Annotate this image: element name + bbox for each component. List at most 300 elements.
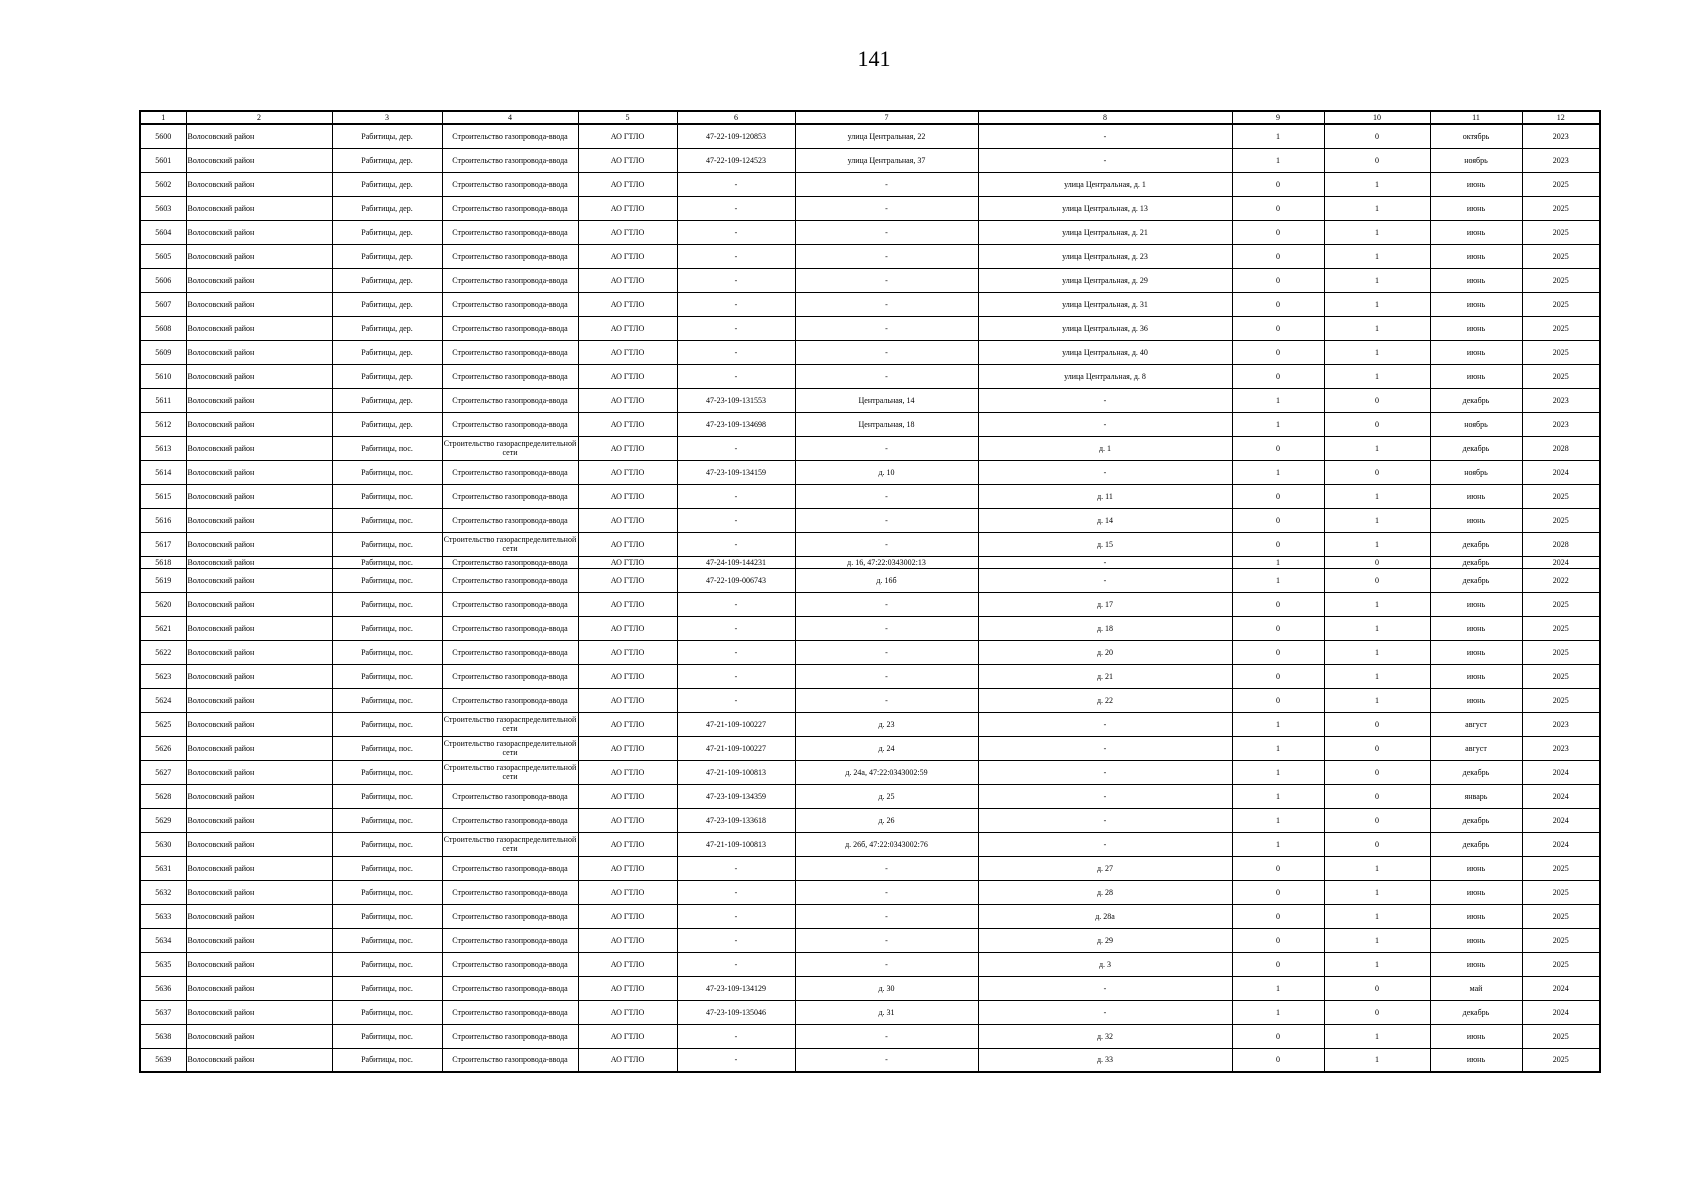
column-header: 9: [1232, 111, 1324, 124]
month-cell: декабрь: [1430, 832, 1522, 856]
row-number-cell: 5631: [140, 856, 186, 880]
month-cell: июнь: [1430, 928, 1522, 952]
year-cell: 2025: [1522, 172, 1600, 196]
district-cell: Волосовский район: [186, 364, 332, 388]
address-cell-7: д. 26: [795, 808, 978, 832]
address-cell-7: -: [795, 928, 978, 952]
column-9-cell: 1: [1232, 148, 1324, 172]
month-cell: июнь: [1430, 1024, 1522, 1048]
table-row: [140, 688, 1600, 712]
year-cell: 2025: [1522, 664, 1600, 688]
year-cell: 2025: [1522, 316, 1600, 340]
row-number-cell: 5632: [140, 880, 186, 904]
month-cell: июнь: [1430, 196, 1522, 220]
column-10-cell: 0: [1324, 1000, 1430, 1024]
year-cell: 2025: [1522, 508, 1600, 532]
district-cell: Волосовский район: [186, 1024, 332, 1048]
district-cell: Волосовский район: [186, 244, 332, 268]
application-number-cell: 47-23-109-131553: [677, 388, 795, 412]
column-10-cell: 1: [1324, 196, 1430, 220]
table-row: [140, 292, 1600, 316]
settlement-cell: Рабитицы, пос.: [332, 1024, 442, 1048]
column-header: 1: [140, 111, 186, 124]
table-row: [140, 616, 1600, 640]
column-10-cell: 0: [1324, 148, 1430, 172]
year-cell: 2024: [1522, 556, 1600, 568]
year-cell: 2023: [1522, 148, 1600, 172]
address-cell-8: д. 28а: [978, 904, 1232, 928]
year-cell: 2025: [1522, 688, 1600, 712]
owner-cell: АО ГТЛО: [578, 928, 677, 952]
district-cell: Волосовский район: [186, 484, 332, 508]
district-cell: Волосовский район: [186, 928, 332, 952]
column-header: 12: [1522, 111, 1600, 124]
page-number: 141: [857, 46, 891, 71]
row-number-cell: 5637: [140, 1000, 186, 1024]
settlement-cell: Рабитицы, пос.: [332, 688, 442, 712]
application-number-cell: -: [677, 292, 795, 316]
address-cell-7: -: [795, 640, 978, 664]
work-type-cell: Строительство газораспределительной сети: [442, 532, 578, 556]
row-number-cell: 5610: [140, 364, 186, 388]
year-cell: 2025: [1522, 340, 1600, 364]
address-cell-8: -: [978, 412, 1232, 436]
year-cell: 2023: [1522, 736, 1600, 760]
application-number-cell: -: [677, 640, 795, 664]
month-cell: июнь: [1430, 904, 1522, 928]
row-number-cell: 5639: [140, 1048, 186, 1072]
row-number-cell: 5627: [140, 760, 186, 784]
address-cell-7: -: [795, 172, 978, 196]
district-cell: Волосовский район: [186, 508, 332, 532]
row-number-cell: 5636: [140, 976, 186, 1000]
row-number-cell: 5620: [140, 592, 186, 616]
settlement-cell: Рабитицы, пос.: [332, 808, 442, 832]
work-type-cell: Строительство газопровода-ввода: [442, 124, 578, 148]
address-cell-7: -: [795, 688, 978, 712]
address-cell-8: д. 21: [978, 664, 1232, 688]
work-type-cell: Строительство газопровода-ввода: [442, 1024, 578, 1048]
table-row: [140, 976, 1600, 1000]
column-10-cell: 1: [1324, 532, 1430, 556]
column-10-cell: 0: [1324, 712, 1430, 736]
owner-cell: АО ГТЛО: [578, 436, 677, 460]
address-cell-8: д. 17: [978, 592, 1232, 616]
application-number-cell: -: [677, 244, 795, 268]
address-cell-7: д. 26б, 47:22:0343002:76: [795, 832, 978, 856]
column-10-cell: 1: [1324, 340, 1430, 364]
district-cell: Волосовский район: [186, 268, 332, 292]
address-cell-8: -: [978, 568, 1232, 592]
settlement-cell: Рабитицы, пос.: [332, 736, 442, 760]
column-header: 4: [442, 111, 578, 124]
address-cell-8: -: [978, 808, 1232, 832]
table-row: [140, 928, 1600, 952]
table-row: [140, 784, 1600, 808]
column-10-cell: 1: [1324, 664, 1430, 688]
address-cell-7: -: [795, 220, 978, 244]
owner-cell: АО ГТЛО: [578, 664, 677, 688]
application-number-cell: 47-21-109-100813: [677, 832, 795, 856]
column-10-cell: 0: [1324, 556, 1430, 568]
table-row: [140, 340, 1600, 364]
application-number-cell: -: [677, 316, 795, 340]
column-9-cell: 1: [1232, 712, 1324, 736]
settlement-cell: Рабитицы, дер.: [332, 412, 442, 436]
year-cell: 2025: [1522, 904, 1600, 928]
settlement-cell: Рабитицы, пос.: [332, 928, 442, 952]
owner-cell: АО ГТЛО: [578, 532, 677, 556]
column-9-cell: 0: [1232, 268, 1324, 292]
address-cell-8: д. 15: [978, 532, 1232, 556]
row-number-cell: 5609: [140, 340, 186, 364]
column-9-cell: 0: [1232, 1048, 1324, 1072]
month-cell: июнь: [1430, 340, 1522, 364]
year-cell: 2024: [1522, 784, 1600, 808]
row-number-cell: 5622: [140, 640, 186, 664]
application-number-cell: -: [677, 928, 795, 952]
owner-cell: АО ГТЛО: [578, 736, 677, 760]
owner-cell: АО ГТЛО: [578, 856, 677, 880]
district-cell: Волосовский район: [186, 640, 332, 664]
work-type-cell: Строительство газопровода-ввода: [442, 1048, 578, 1072]
table-row: [140, 640, 1600, 664]
address-cell-8: д. 32: [978, 1024, 1232, 1048]
address-cell-8: улица Центральная, д. 8: [978, 364, 1232, 388]
address-cell-7: д. 23: [795, 712, 978, 736]
address-cell-7: -: [795, 664, 978, 688]
month-cell: май: [1430, 976, 1522, 1000]
work-type-cell: Строительство газопровода-ввода: [442, 460, 578, 484]
owner-cell: АО ГТЛО: [578, 508, 677, 532]
work-type-cell: Строительство газопровода-ввода: [442, 688, 578, 712]
owner-cell: АО ГТЛО: [578, 196, 677, 220]
year-cell: 2025: [1522, 268, 1600, 292]
owner-cell: АО ГТЛО: [578, 904, 677, 928]
month-cell: январь: [1430, 784, 1522, 808]
registry-table: [139, 110, 1601, 1073]
application-number-cell: 47-23-109-134159: [677, 460, 795, 484]
month-cell: июнь: [1430, 268, 1522, 292]
column-10-cell: 1: [1324, 856, 1430, 880]
table-row: [140, 832, 1600, 856]
settlement-cell: Рабитицы, пос.: [332, 856, 442, 880]
application-number-cell: -: [677, 268, 795, 292]
address-cell-8: улица Центральная, д. 13: [978, 196, 1232, 220]
row-number-cell: 5615: [140, 484, 186, 508]
work-type-cell: Строительство газопровода-ввода: [442, 640, 578, 664]
year-cell: 2025: [1522, 616, 1600, 640]
district-cell: Волосовский район: [186, 976, 332, 1000]
column-header: 3: [332, 111, 442, 124]
district-cell: Волосовский район: [186, 148, 332, 172]
column-10-cell: 1: [1324, 268, 1430, 292]
settlement-cell: Рабитицы, пос.: [332, 880, 442, 904]
row-number-cell: 5612: [140, 412, 186, 436]
owner-cell: АО ГТЛО: [578, 712, 677, 736]
month-cell: июнь: [1430, 592, 1522, 616]
settlement-cell: Рабитицы, пос.: [332, 784, 442, 808]
work-type-cell: Строительство газопровода-ввода: [442, 172, 578, 196]
year-cell: 2024: [1522, 832, 1600, 856]
application-number-cell: -: [677, 532, 795, 556]
address-cell-7: улица Центральная, 22: [795, 124, 978, 148]
work-type-cell: Строительство газопровода-ввода: [442, 592, 578, 616]
month-cell: июнь: [1430, 484, 1522, 508]
district-cell: Волосовский район: [186, 904, 332, 928]
row-number-cell: 5601: [140, 148, 186, 172]
month-cell: июнь: [1430, 244, 1522, 268]
address-cell-8: -: [978, 736, 1232, 760]
application-number-cell: 47-23-109-134698: [677, 412, 795, 436]
address-cell-7: -: [795, 952, 978, 976]
owner-cell: АО ГТЛО: [578, 388, 677, 412]
column-9-cell: 0: [1232, 856, 1324, 880]
row-number-cell: 5629: [140, 808, 186, 832]
work-type-cell: Строительство газопровода-ввода: [442, 292, 578, 316]
column-10-cell: 1: [1324, 616, 1430, 640]
address-cell-8: д. 18: [978, 616, 1232, 640]
year-cell: 2023: [1522, 124, 1600, 148]
table-row: [140, 808, 1600, 832]
column-9-cell: 1: [1232, 124, 1324, 148]
column-number-row: [140, 111, 1600, 124]
column-9-cell: 0: [1232, 640, 1324, 664]
owner-cell: АО ГТЛО: [578, 640, 677, 664]
column-9-cell: 0: [1232, 616, 1324, 640]
column-9-cell: 1: [1232, 976, 1324, 1000]
column-10-cell: 1: [1324, 220, 1430, 244]
application-number-cell: -: [677, 220, 795, 244]
column-9-cell: 0: [1232, 688, 1324, 712]
column-9-cell: 0: [1232, 244, 1324, 268]
column-9-cell: 1: [1232, 412, 1324, 436]
column-header: 8: [978, 111, 1232, 124]
column-9-cell: 1: [1232, 784, 1324, 808]
table-row: [140, 532, 1600, 556]
column-9-cell: 1: [1232, 760, 1324, 784]
district-cell: Волосовский район: [186, 856, 332, 880]
application-number-cell: -: [677, 1048, 795, 1072]
owner-cell: АО ГТЛО: [578, 412, 677, 436]
column-10-cell: 0: [1324, 388, 1430, 412]
row-number-cell: 5614: [140, 460, 186, 484]
month-cell: июнь: [1430, 664, 1522, 688]
district-cell: Волосовский район: [186, 880, 332, 904]
column-header: 11: [1430, 111, 1522, 124]
row-number-cell: 5613: [140, 436, 186, 460]
application-number-cell: -: [677, 952, 795, 976]
address-cell-8: улица Центральная, д. 36: [978, 316, 1232, 340]
table-row: [140, 508, 1600, 532]
district-cell: Волосовский район: [186, 556, 332, 568]
year-cell: 2025: [1522, 592, 1600, 616]
work-type-cell: Строительство газопровода-ввода: [442, 856, 578, 880]
owner-cell: АО ГТЛО: [578, 976, 677, 1000]
table-row: [140, 196, 1600, 220]
address-cell-7: д. 25: [795, 784, 978, 808]
district-cell: Волосовский район: [186, 340, 332, 364]
column-10-cell: 0: [1324, 736, 1430, 760]
settlement-cell: Рабитицы, дер.: [332, 196, 442, 220]
column-10-cell: 1: [1324, 292, 1430, 316]
column-10-cell: 1: [1324, 640, 1430, 664]
column-9-cell: 0: [1232, 484, 1324, 508]
settlement-cell: Рабитицы, пос.: [332, 484, 442, 508]
column-10-cell: 0: [1324, 412, 1430, 436]
column-9-cell: 1: [1232, 556, 1324, 568]
year-cell: 2025: [1522, 484, 1600, 508]
row-number-cell: 5621: [140, 616, 186, 640]
district-cell: Волосовский район: [186, 736, 332, 760]
settlement-cell: Рабитицы, пос.: [332, 1048, 442, 1072]
table-row: [140, 316, 1600, 340]
district-cell: Волосовский район: [186, 316, 332, 340]
district-cell: Волосовский район: [186, 808, 332, 832]
work-type-cell: Строительство газопровода-ввода: [442, 976, 578, 1000]
address-cell-7: -: [795, 244, 978, 268]
year-cell: 2024: [1522, 976, 1600, 1000]
row-number-cell: 5635: [140, 952, 186, 976]
address-cell-7: -: [795, 436, 978, 460]
column-10-cell: 1: [1324, 172, 1430, 196]
address-cell-8: -: [978, 1000, 1232, 1024]
column-9-cell: 0: [1232, 220, 1324, 244]
settlement-cell: Рабитицы, пос.: [332, 460, 442, 484]
column-9-cell: 1: [1232, 736, 1324, 760]
year-cell: 2022: [1522, 568, 1600, 592]
year-cell: 2025: [1522, 244, 1600, 268]
column-header: 10: [1324, 111, 1430, 124]
column-9-cell: 1: [1232, 1000, 1324, 1024]
owner-cell: АО ГТЛО: [578, 1048, 677, 1072]
column-9-cell: 0: [1232, 436, 1324, 460]
owner-cell: АО ГТЛО: [578, 148, 677, 172]
address-cell-8: д. 1: [978, 436, 1232, 460]
column-9-cell: 0: [1232, 196, 1324, 220]
owner-cell: АО ГТЛО: [578, 244, 677, 268]
application-number-cell: -: [677, 172, 795, 196]
work-type-cell: Строительство газораспределительной сети: [442, 832, 578, 856]
table-row: [140, 172, 1600, 196]
month-cell: декабрь: [1430, 556, 1522, 568]
address-cell-7: улица Центральная, 37: [795, 148, 978, 172]
application-number-cell: 47-23-109-134359: [677, 784, 795, 808]
row-number-cell: 5616: [140, 508, 186, 532]
column-9-cell: 1: [1232, 388, 1324, 412]
table-row: [140, 460, 1600, 484]
work-type-cell: Строительство газопровода-ввода: [442, 568, 578, 592]
row-number-cell: 5638: [140, 1024, 186, 1048]
address-cell-7: д. 31: [795, 1000, 978, 1024]
work-type-cell: Строительство газопровода-ввода: [442, 808, 578, 832]
column-10-cell: 1: [1324, 484, 1430, 508]
address-cell-8: улица Центральная, д. 21: [978, 220, 1232, 244]
owner-cell: АО ГТЛО: [578, 832, 677, 856]
owner-cell: АО ГТЛО: [578, 616, 677, 640]
address-cell-7: -: [795, 292, 978, 316]
column-10-cell: 1: [1324, 928, 1430, 952]
settlement-cell: Рабитицы, пос.: [332, 760, 442, 784]
owner-cell: АО ГТЛО: [578, 556, 677, 568]
column-10-cell: 1: [1324, 1024, 1430, 1048]
month-cell: октябрь: [1430, 124, 1522, 148]
month-cell: ноябрь: [1430, 412, 1522, 436]
year-cell: 2023: [1522, 712, 1600, 736]
owner-cell: АО ГТЛО: [578, 880, 677, 904]
year-cell: 2025: [1522, 292, 1600, 316]
work-type-cell: Строительство газораспределительной сети: [442, 736, 578, 760]
column-10-cell: 1: [1324, 364, 1430, 388]
address-cell-8: д. 27: [978, 856, 1232, 880]
column-9-cell: 0: [1232, 532, 1324, 556]
district-cell: Волосовский район: [186, 292, 332, 316]
address-cell-8: -: [978, 760, 1232, 784]
work-type-cell: Строительство газопровода-ввода: [442, 316, 578, 340]
address-cell-8: улица Центральная, д. 40: [978, 340, 1232, 364]
settlement-cell: Рабитицы, пос.: [332, 568, 442, 592]
owner-cell: АО ГТЛО: [578, 172, 677, 196]
district-cell: Волосовский район: [186, 460, 332, 484]
column-9-cell: 0: [1232, 508, 1324, 532]
address-cell-7: д. 30: [795, 976, 978, 1000]
row-number-cell: 5608: [140, 316, 186, 340]
owner-cell: АО ГТЛО: [578, 808, 677, 832]
work-type-cell: Строительство газопровода-ввода: [442, 148, 578, 172]
month-cell: декабрь: [1430, 388, 1522, 412]
application-number-cell: -: [677, 340, 795, 364]
application-number-cell: -: [677, 484, 795, 508]
work-type-cell: Строительство газораспределительной сети: [442, 712, 578, 736]
table-row: [140, 124, 1600, 148]
application-number-cell: 47-22-109-124523: [677, 148, 795, 172]
row-number-cell: 5623: [140, 664, 186, 688]
owner-cell: АО ГТЛО: [578, 316, 677, 340]
district-cell: Волосовский район: [186, 1000, 332, 1024]
column-9-cell: 1: [1232, 808, 1324, 832]
column-9-cell: 0: [1232, 904, 1324, 928]
application-number-cell: -: [677, 592, 795, 616]
row-number-cell: 5624: [140, 688, 186, 712]
address-cell-8: -: [978, 148, 1232, 172]
row-number-cell: 5617: [140, 532, 186, 556]
address-cell-8: -: [978, 712, 1232, 736]
column-10-cell: 0: [1324, 976, 1430, 1000]
table-row: [140, 1024, 1600, 1048]
settlement-cell: Рабитицы, пос.: [332, 976, 442, 1000]
district-cell: Волосовский район: [186, 172, 332, 196]
application-number-cell: -: [677, 856, 795, 880]
application-number-cell: 47-23-109-134129: [677, 976, 795, 1000]
application-number-cell: 47-21-109-100227: [677, 712, 795, 736]
address-cell-8: -: [978, 388, 1232, 412]
year-cell: 2025: [1522, 928, 1600, 952]
column-10-cell: 1: [1324, 316, 1430, 340]
application-number-cell: 47-23-109-133618: [677, 808, 795, 832]
settlement-cell: Рабитицы, дер.: [332, 340, 442, 364]
month-cell: июнь: [1430, 856, 1522, 880]
month-cell: июнь: [1430, 508, 1522, 532]
owner-cell: АО ГТЛО: [578, 268, 677, 292]
row-number-cell: 5618: [140, 556, 186, 568]
address-cell-7: д. 16б: [795, 568, 978, 592]
application-number-cell: -: [677, 904, 795, 928]
application-number-cell: 47-22-109-006743: [677, 568, 795, 592]
application-number-cell: -: [677, 688, 795, 712]
address-cell-7: -: [795, 856, 978, 880]
month-cell: декабрь: [1430, 532, 1522, 556]
settlement-cell: Рабитицы, пос.: [332, 436, 442, 460]
